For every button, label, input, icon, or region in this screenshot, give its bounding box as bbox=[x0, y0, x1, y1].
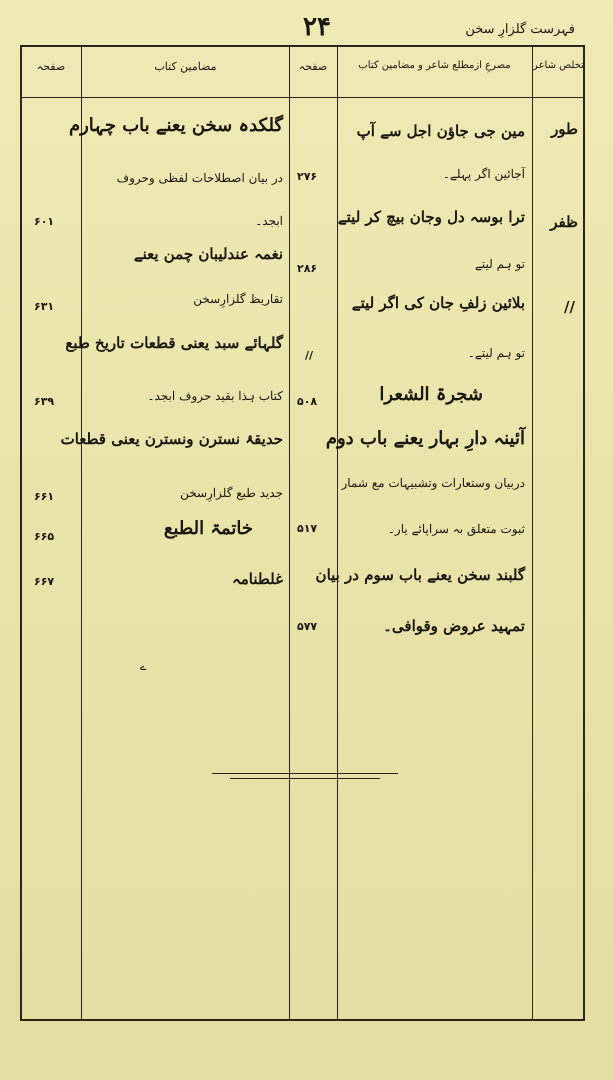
page-ref: // bbox=[305, 349, 314, 362]
verse-line: دربیان وستعارات وتشبیہات مع شمار bbox=[341, 476, 525, 490]
column-divider bbox=[289, 45, 290, 1021]
header-rule bbox=[20, 97, 585, 98]
page-ref: ۵۷۷ bbox=[297, 620, 318, 633]
section-title: حدیقۂ نسترن ونسترن یعنی قطعات bbox=[60, 430, 283, 448]
header-safha-left: صفحہ bbox=[36, 60, 66, 73]
page-ref: ۵۱۷ bbox=[297, 522, 318, 535]
page-ref: ۶۶۵ bbox=[34, 530, 55, 543]
chapter-title: آئینہ دارِ بہار یعنے باب دوم bbox=[325, 428, 525, 449]
chapter-title: گلکدہ سخن یعنے باب چہارم bbox=[68, 115, 283, 136]
verse-line: آجائین اگر پہلے۔ bbox=[442, 167, 525, 181]
column-divider bbox=[337, 45, 338, 1021]
content-line: کتاب ہذا بقید حروف ابجد۔ bbox=[147, 389, 283, 403]
column-divider bbox=[81, 45, 82, 1021]
page-ref: ۶۶۷ bbox=[34, 575, 55, 588]
content-line: تقاریظ گلزارِسخن bbox=[193, 292, 283, 306]
content-line: در بیان اصطلاحات لفظی وحروف bbox=[116, 171, 283, 185]
verse-line: تو ہم لیتے bbox=[474, 257, 525, 271]
verse-line: ترا بوسہ دل وجان بیچ کر لیتے bbox=[337, 208, 525, 226]
verse-line: مین جی جاؤن اجل سے آپ bbox=[356, 122, 525, 140]
running-head: فہرست گلزارِ سخن bbox=[465, 22, 575, 37]
section-title: خاتمۃ الطبع bbox=[163, 518, 253, 539]
verse-line: ثبوت متعلق بہ سراپائے یار۔ bbox=[387, 522, 525, 536]
verse-line: تمہید عروض وقوافی۔ bbox=[383, 617, 525, 635]
column-divider bbox=[532, 45, 533, 1021]
content-line: جدید طبع گلزارِسخن bbox=[180, 486, 283, 500]
page-ref: ۵۰۸ bbox=[297, 395, 318, 408]
header-misra: مصرعِ ازمطلع شاعر و مضامین کتاب bbox=[358, 60, 511, 71]
page-ref: ۶۳۹ bbox=[34, 395, 55, 408]
end-rule bbox=[212, 773, 398, 774]
page-ref: ۲۸۶ bbox=[297, 262, 318, 275]
small-mark: ے bbox=[140, 660, 147, 673]
poet-name: طور bbox=[551, 120, 578, 138]
header-mazamin: مضامین کتاب bbox=[154, 60, 217, 73]
chapter-title: گلبند سخن یعنے باب سوم در بیان bbox=[315, 566, 525, 584]
end-rule bbox=[230, 778, 380, 779]
verse-line: بلائین زلفِ جان کی اگر لیتے bbox=[351, 294, 525, 312]
page-ref: ۶۶۱ bbox=[34, 490, 55, 503]
header-takhallus: تخلص شاعر bbox=[533, 60, 584, 71]
verse-line: تو ہم لیتے۔ bbox=[467, 346, 525, 360]
page-ref: ۶۰۱ bbox=[34, 215, 55, 228]
page-ref: ۲۷۶ bbox=[297, 170, 318, 183]
page-ref: ۶۳۱ bbox=[34, 300, 55, 313]
section-title: گلہائے سبد یعنی قطعات تاریخ طبع bbox=[65, 334, 283, 352]
content-line: ابجد۔ bbox=[255, 214, 283, 228]
page-number: ۲۴ bbox=[303, 12, 331, 42]
poet-name: // bbox=[564, 298, 575, 316]
header-safha-mid: صفحہ bbox=[298, 60, 328, 73]
section-title: غلطنامہ bbox=[231, 570, 283, 588]
section-title: نغمہ عندلیبان چمن یعنے bbox=[133, 245, 283, 263]
poet-name: ظفر bbox=[550, 213, 578, 231]
section-heading: شجرۃ الشعرا bbox=[379, 384, 483, 405]
